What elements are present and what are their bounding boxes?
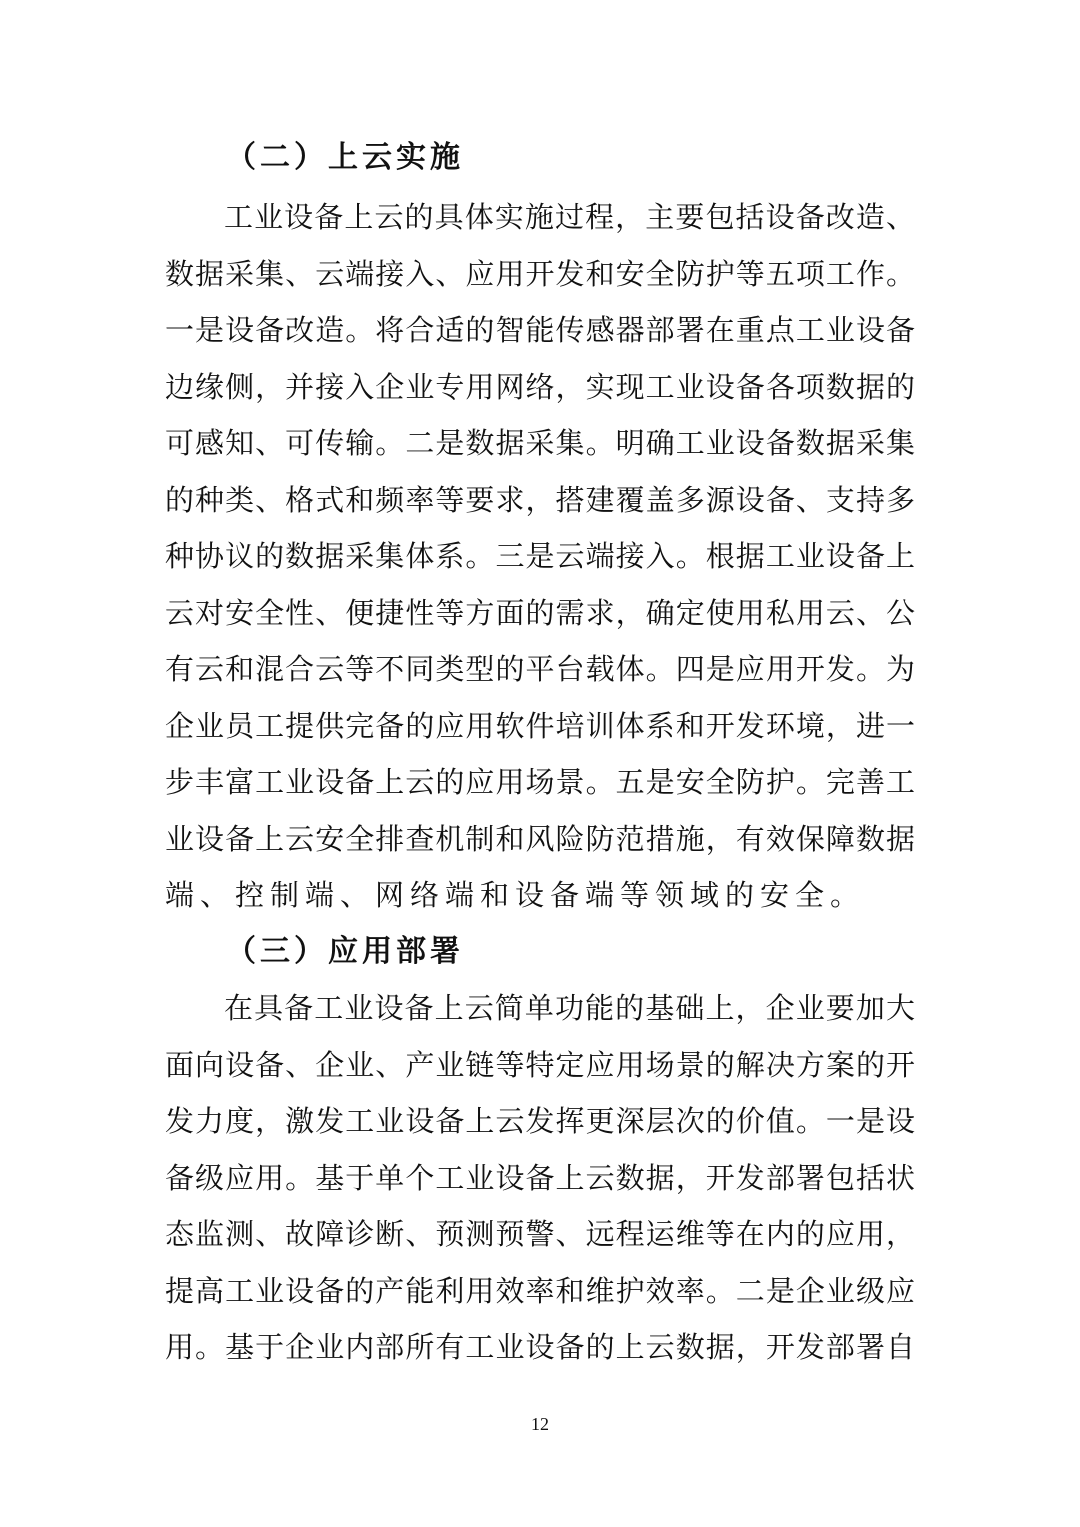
paragraph-line: 的种类、格式和频率等要求，搭建覆盖多源设备、支持多 xyxy=(165,483,915,517)
paragraph-line: 用。基于企业内部所有工业设备的上云数据，开发部署自 xyxy=(165,1330,915,1364)
paragraph-line: 可感知、可传输。二是数据采集。明确工业设备数据采集 xyxy=(165,426,915,460)
section-heading-cloud-implementation: （二）上云实施 xyxy=(226,140,464,175)
paragraph-line: 态监测、故障诊断、预测预警、远程运维等在内的应用， xyxy=(165,1217,915,1251)
paragraph-line: 发力度，激发工业设备上云发挥更深层次的价值。一是设 xyxy=(165,1104,915,1138)
paragraph-line: 业设备上云安全排查机制和风险防范措施，有效保障数据 xyxy=(165,822,915,856)
paragraph-line: 工业设备上云的具体实施过程，主要包括设备改造、 xyxy=(224,200,915,234)
paragraph-line: 提高工业设备的产能利用效率和维护效率。二是企业级应 xyxy=(165,1274,915,1308)
paragraph-line: 端、控制端、网络端和设备端等领域的安全。 xyxy=(165,878,866,912)
paragraph-line: 边缘侧，并接入企业专用网络，实现工业设备各项数据的 xyxy=(165,370,915,404)
paragraph-line: 步丰富工业设备上云的应用场景。五是安全防护。完善工 xyxy=(165,765,915,799)
page-number: 12 xyxy=(531,1414,549,1434)
paragraph-line: 数据采集、云端接入、应用开发和安全防护等五项工作。 xyxy=(165,257,915,291)
paragraph-line: 种协议的数据采集体系。三是云端接入。根据工业设备上 xyxy=(165,539,915,573)
section-heading-application-deployment: （三）应用部署 xyxy=(226,934,464,969)
paragraph-line: 企业员工提供完备的应用软件培训体系和开发环境，进一 xyxy=(165,709,915,743)
paragraph-line: 面向设备、企业、产业链等特定应用场景的解决方案的开 xyxy=(165,1048,915,1082)
paragraph-line: 有云和混合云等不同类型的平台载体。四是应用开发。为 xyxy=(165,652,915,686)
paragraph-line: 在具备工业设备上云简单功能的基础上，企业要加大 xyxy=(224,991,915,1025)
paragraph-line: 云对安全性、便捷性等方面的需求，确定使用私用云、公 xyxy=(165,596,915,630)
paragraph-line: 一是设备改造。将合适的智能传感器部署在重点工业设备 xyxy=(165,313,915,347)
paragraph-line: 备级应用。基于单个工业设备上云数据，开发部署包括状 xyxy=(165,1161,915,1195)
